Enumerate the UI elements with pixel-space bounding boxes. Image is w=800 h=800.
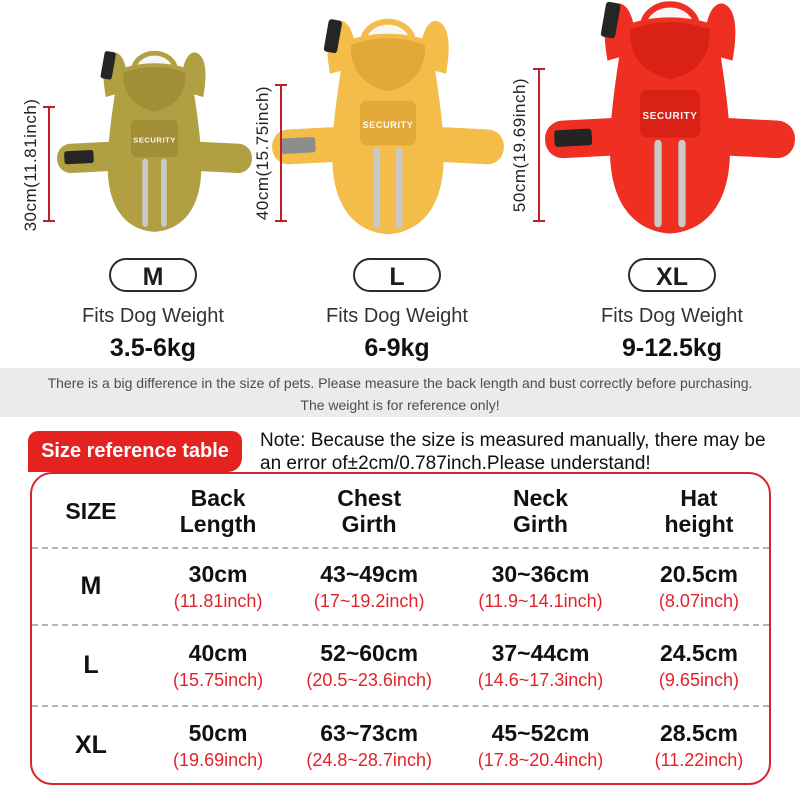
dog-jacket-m-image	[57, 45, 252, 240]
security-patch-label: SECURITY	[133, 135, 176, 145]
notice-line-1: There is a big difference in the size of pets. Please measure the back length and bust correctly before purchasing.	[47, 375, 753, 391]
table-header-row	[32, 474, 769, 547]
dimension-line-l	[280, 84, 282, 222]
cell-neck-girth: 45~52cm (17.8~20.4inch)	[477, 719, 604, 770]
jacket-velcro	[554, 128, 592, 147]
security-patch-label: SECURITY	[362, 120, 414, 131]
col-header-neck-girth: Neck Girth	[513, 484, 568, 537]
dog-jacket-xl-illustration	[545, 0, 795, 244]
table-row-l	[32, 624, 769, 705]
reflective-stripe	[654, 140, 661, 228]
notice-line-2: The weight is for reference only!	[300, 397, 500, 413]
reflective-stripe	[396, 147, 403, 228]
table-row-xl	[32, 705, 769, 783]
jacket-velcro	[64, 150, 94, 165]
dimension-label-m: 30cm(11.81inch)	[21, 98, 40, 232]
cell-neck-girth: 30~36cm (11.9~14.1inch)	[478, 561, 603, 611]
fits-dog-weight-label: Fits Dog Weight	[82, 305, 224, 327]
size-reference-table	[30, 472, 771, 785]
weight-range: 3.5-6kg	[109, 334, 197, 362]
reflective-stripe	[161, 159, 167, 227]
cell-chest-girth: 52~60cm (20.5~23.6inch)	[306, 640, 432, 690]
size-note: Note: Because the size is measured manually, there may be an error of±2cm/0.787inch.Please understand!	[260, 430, 766, 474]
dog-jacket-l-image	[272, 12, 504, 244]
col-header-hat-height: Hat height	[664, 484, 734, 537]
size-reference-table-tab: Size reference table	[28, 431, 242, 472]
weight-range: 6-9kg	[364, 334, 430, 362]
col-header-chest-girth: Chest Girth	[337, 484, 402, 537]
size-column-m	[43, 258, 263, 363]
row-size-label: L	[83, 651, 99, 679]
dimension-label-l: 40cm(15.75inch)	[253, 85, 272, 221]
reflective-stripe	[374, 147, 381, 228]
dog-jacket-m-illustration	[57, 45, 252, 240]
size-column-l	[287, 258, 507, 363]
size-badge-l: L	[353, 258, 441, 292]
reflective-stripe	[678, 140, 685, 228]
cell-back-length: 30cm (11.81inch)	[173, 561, 263, 611]
size-badge-xl: XL	[628, 258, 716, 292]
dog-jacket-l-illustration	[272, 12, 504, 244]
jacket-velcro	[280, 137, 316, 154]
cell-back-length: 50cm (19.69inch)	[173, 719, 264, 770]
cell-back-length: 40cm (15.75inch)	[173, 640, 264, 690]
col-header-size: SIZE	[65, 497, 117, 524]
cell-chest-girth: 43~49cm (17~19.2inch)	[313, 561, 425, 611]
cell-hat-height: 28.5cm (11.22inch)	[654, 719, 744, 770]
fits-dog-weight-label: Fits Dog Weight	[326, 305, 468, 327]
dog-jacket-xl-image	[545, 0, 795, 244]
row-size-label: XL	[74, 730, 107, 759]
size-column-xl	[562, 258, 782, 363]
cell-chest-girth: 63~73cm (24.8~28.7inch)	[306, 719, 432, 770]
fits-dog-weight-label: Fits Dog Weight	[601, 305, 743, 327]
dimension-line-xl	[538, 68, 540, 222]
measure-notice-banner	[0, 368, 800, 417]
cell-hat-height: 20.5cm (8.07inch)	[658, 561, 739, 611]
security-patch-label: SECURITY	[642, 111, 698, 122]
cell-neck-girth: 37~44cm (14.6~17.3inch)	[477, 640, 604, 690]
reflective-stripe	[142, 159, 148, 227]
weight-range: 9-12.5kg	[621, 334, 723, 362]
cell-hat-height: 24.5cm (9.65inch)	[658, 640, 739, 690]
size-badge-m: M	[109, 258, 197, 292]
row-size-label: M	[80, 572, 102, 600]
table-row-m	[32, 547, 769, 624]
dimension-label-xl: 50cm(19.69inch)	[510, 77, 529, 213]
dimension-line-m	[48, 106, 50, 222]
col-header-back-length: Back Length	[179, 484, 257, 537]
